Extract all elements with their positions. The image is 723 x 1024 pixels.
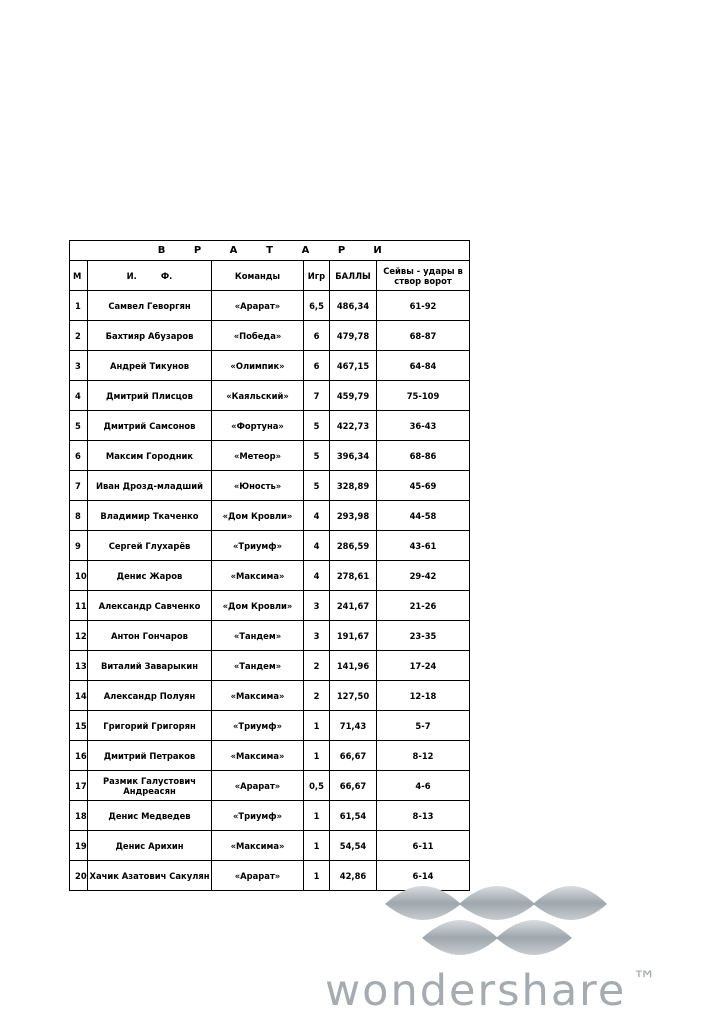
header-saves: Сейвы - удары в створ ворот — [377, 261, 470, 291]
player-name-cell: Денис Медведев — [88, 801, 212, 831]
row-num-cell: 17 — [70, 771, 88, 801]
team-cell: «Олимпик» — [212, 351, 304, 381]
row-num-cell: 6 — [70, 441, 88, 471]
wondershare-watermark — [325, 884, 697, 1014]
points-cell: 422,73 — [330, 411, 377, 441]
team-cell: «Максима» — [212, 561, 304, 591]
table-row — [70, 411, 470, 441]
row-num-cell: 15 — [70, 711, 88, 741]
player-name-cell: Бахтияр Абузаров — [88, 321, 212, 351]
team-cell: «Арарат» — [212, 291, 304, 321]
points-cell: 293,98 — [330, 501, 377, 531]
games-cell: 5 — [304, 441, 330, 471]
saves-cell: 8-12 — [377, 741, 470, 771]
saves-cell: 75-109 — [377, 381, 470, 411]
player-name-cell: Сергей Глухарёв — [88, 531, 212, 561]
games-cell: 1 — [304, 711, 330, 741]
player-name-cell: Дмитрий Самсонов — [88, 411, 212, 441]
player-name-cell: Александр Полуян — [88, 681, 212, 711]
header-name-initial: И. — [126, 270, 137, 281]
games-cell: 4 — [304, 561, 330, 591]
row-num-cell: 13 — [70, 651, 88, 681]
table-row — [70, 621, 470, 651]
saves-cell: 68-86 — [377, 441, 470, 471]
games-cell: 4 — [304, 531, 330, 561]
points-cell: 191,67 — [330, 621, 377, 651]
points-cell: 396,34 — [330, 441, 377, 471]
team-cell: «Победа» — [212, 321, 304, 351]
points-cell: 467,15 — [330, 351, 377, 381]
row-num-cell: 4 — [70, 381, 88, 411]
row-num-cell: 5 — [70, 411, 88, 441]
games-cell: 5 — [304, 411, 330, 441]
games-cell: 1 — [304, 741, 330, 771]
games-cell: 1 — [304, 831, 330, 861]
player-name-cell: Дмитрий Петраков — [88, 741, 212, 771]
team-cell: «Метеор» — [212, 441, 304, 471]
saves-cell: 6-11 — [377, 831, 470, 861]
watermark-text — [325, 966, 697, 1016]
table-row — [70, 801, 470, 831]
player-name-cell: Александр Савченко — [88, 591, 212, 621]
saves-cell: 61-92 — [377, 291, 470, 321]
points-cell: 486,34 — [330, 291, 377, 321]
row-num-cell: 10 — [70, 561, 88, 591]
title-letter: И — [373, 244, 382, 256]
row-num-cell: 1 — [70, 291, 88, 321]
table-header-row — [70, 261, 470, 291]
points-cell: 286,59 — [330, 531, 377, 561]
team-cell: «Арарат» — [212, 861, 304, 891]
saves-cell: 68-87 — [377, 321, 470, 351]
points-cell: 71,43 — [330, 711, 377, 741]
games-cell: 3 — [304, 591, 330, 621]
table-row — [70, 501, 470, 531]
header-games: Игр — [304, 261, 330, 291]
table-row — [70, 561, 470, 591]
points-cell: 61,54 — [330, 801, 377, 831]
points-cell: 241,67 — [330, 591, 377, 621]
player-name-cell: Денис Арихин — [88, 831, 212, 861]
table-row — [70, 351, 470, 381]
player-name-cell: Самвел Геворгян — [88, 291, 212, 321]
points-cell: 54,54 — [330, 831, 377, 861]
table-row — [70, 291, 470, 321]
team-cell: «Юность» — [212, 471, 304, 501]
points-cell: 42,86 — [330, 861, 377, 891]
games-cell: 6 — [304, 321, 330, 351]
points-cell: 278,61 — [330, 561, 377, 591]
saves-cell: 23-35 — [377, 621, 470, 651]
header-points: БАЛЛЫ — [330, 261, 377, 291]
player-name-cell: Денис Жаров — [88, 561, 212, 591]
player-name-cell: Антон Гончаров — [88, 621, 212, 651]
title-letter: А — [301, 244, 310, 256]
team-cell: «Тандем» — [212, 621, 304, 651]
team-cell: «Арарат» — [212, 771, 304, 801]
player-name-cell: Владимир Ткаченко — [88, 501, 212, 531]
team-cell: «Максима» — [212, 681, 304, 711]
games-cell: 7 — [304, 381, 330, 411]
points-cell: 328,89 — [330, 471, 377, 501]
saves-cell: 6-14 — [377, 861, 470, 891]
team-cell: «Тандем» — [212, 651, 304, 681]
row-num-cell: 16 — [70, 741, 88, 771]
games-cell: 2 — [304, 651, 330, 681]
row-num-cell: 20 — [70, 861, 88, 891]
player-name-cell: Виталий Заварыкин — [88, 651, 212, 681]
saves-cell: 45-69 — [377, 471, 470, 501]
games-cell: 6,5 — [304, 291, 330, 321]
points-cell: 479,78 — [330, 321, 377, 351]
table-title-row — [70, 241, 470, 261]
games-cell: 1 — [304, 801, 330, 831]
saves-cell: 8-13 — [377, 801, 470, 831]
header-team: Команды — [212, 261, 304, 291]
table-row — [70, 321, 470, 351]
player-name-cell: Иван Дрозд-младший — [88, 471, 212, 501]
team-cell: «Триумф» — [212, 711, 304, 741]
table-row — [70, 711, 470, 741]
saves-cell: 4-6 — [377, 771, 470, 801]
saves-cell: 29-42 — [377, 561, 470, 591]
team-cell: «Каяльский» — [212, 381, 304, 411]
points-cell: 127,50 — [330, 681, 377, 711]
title-letter: В — [157, 244, 166, 256]
games-cell: 2 — [304, 681, 330, 711]
table-row — [70, 591, 470, 621]
games-cell: 3 — [304, 621, 330, 651]
player-name-cell: Дмитрий Плисцов — [88, 381, 212, 411]
player-name-cell: Андрей Тикунов — [88, 351, 212, 381]
table-row — [70, 831, 470, 861]
diamond-cluster-logo-icon — [383, 886, 608, 956]
title-letter: А — [229, 244, 238, 256]
trademark-symbol: ™ — [632, 966, 657, 994]
saves-cell: 43-61 — [377, 531, 470, 561]
title-letter: Т — [266, 244, 273, 256]
table-row — [70, 531, 470, 561]
points-cell: 66,67 — [330, 741, 377, 771]
games-cell: 6 — [304, 351, 330, 381]
player-name-cell: Хачик Азатович Сакулян — [88, 861, 212, 891]
table-row — [70, 741, 470, 771]
games-cell: 5 — [304, 471, 330, 501]
header-num: М — [70, 261, 88, 291]
watermark-word: wondershare — [325, 966, 627, 1016]
row-num-cell: 8 — [70, 501, 88, 531]
saves-cell: 5-7 — [377, 711, 470, 741]
row-num-cell: 19 — [70, 831, 88, 861]
header-name — [88, 261, 212, 291]
table-row — [70, 441, 470, 471]
player-name-cell: Григорий Григорян — [88, 711, 212, 741]
table-row — [70, 651, 470, 681]
table-row — [70, 381, 470, 411]
goalkeepers-table — [69, 240, 470, 891]
table-row — [70, 471, 470, 501]
table-row — [70, 681, 470, 711]
team-cell: «Максима» — [212, 831, 304, 861]
row-num-cell: 11 — [70, 591, 88, 621]
row-num-cell: 9 — [70, 531, 88, 561]
row-num-cell: 7 — [70, 471, 88, 501]
team-cell: «Максима» — [212, 741, 304, 771]
row-num-cell: 2 — [70, 321, 88, 351]
team-cell: «Дом Кровли» — [212, 501, 304, 531]
player-name-cell: Размик Галустович Андреасян — [88, 771, 212, 801]
team-cell: «Дом Кровли» — [212, 591, 304, 621]
row-num-cell: 18 — [70, 801, 88, 831]
saves-cell: 44-58 — [377, 501, 470, 531]
header-surname-initial: Ф. — [160, 270, 173, 281]
table-body — [70, 291, 470, 891]
row-num-cell: 14 — [70, 681, 88, 711]
points-cell: 66,67 — [330, 771, 377, 801]
table-row — [70, 771, 470, 801]
games-cell: 4 — [304, 501, 330, 531]
games-cell: 0,5 — [304, 771, 330, 801]
team-cell: «Фортуна» — [212, 411, 304, 441]
title-letter: Р — [193, 244, 202, 256]
games-cell: 1 — [304, 861, 330, 891]
points-cell: 459,79 — [330, 381, 377, 411]
player-name-cell: Максим Городник — [88, 441, 212, 471]
team-cell: «Триумф» — [212, 801, 304, 831]
saves-cell: 21-26 — [377, 591, 470, 621]
points-cell: 141,96 — [330, 651, 377, 681]
title-letter: Р — [337, 244, 346, 256]
saves-cell: 64-84 — [377, 351, 470, 381]
saves-cell: 36-43 — [377, 411, 470, 441]
team-cell: «Триумф» — [212, 531, 304, 561]
table-title — [70, 241, 470, 261]
row-num-cell: 12 — [70, 621, 88, 651]
row-num-cell: 3 — [70, 351, 88, 381]
saves-cell: 12-18 — [377, 681, 470, 711]
saves-cell: 17-24 — [377, 651, 470, 681]
